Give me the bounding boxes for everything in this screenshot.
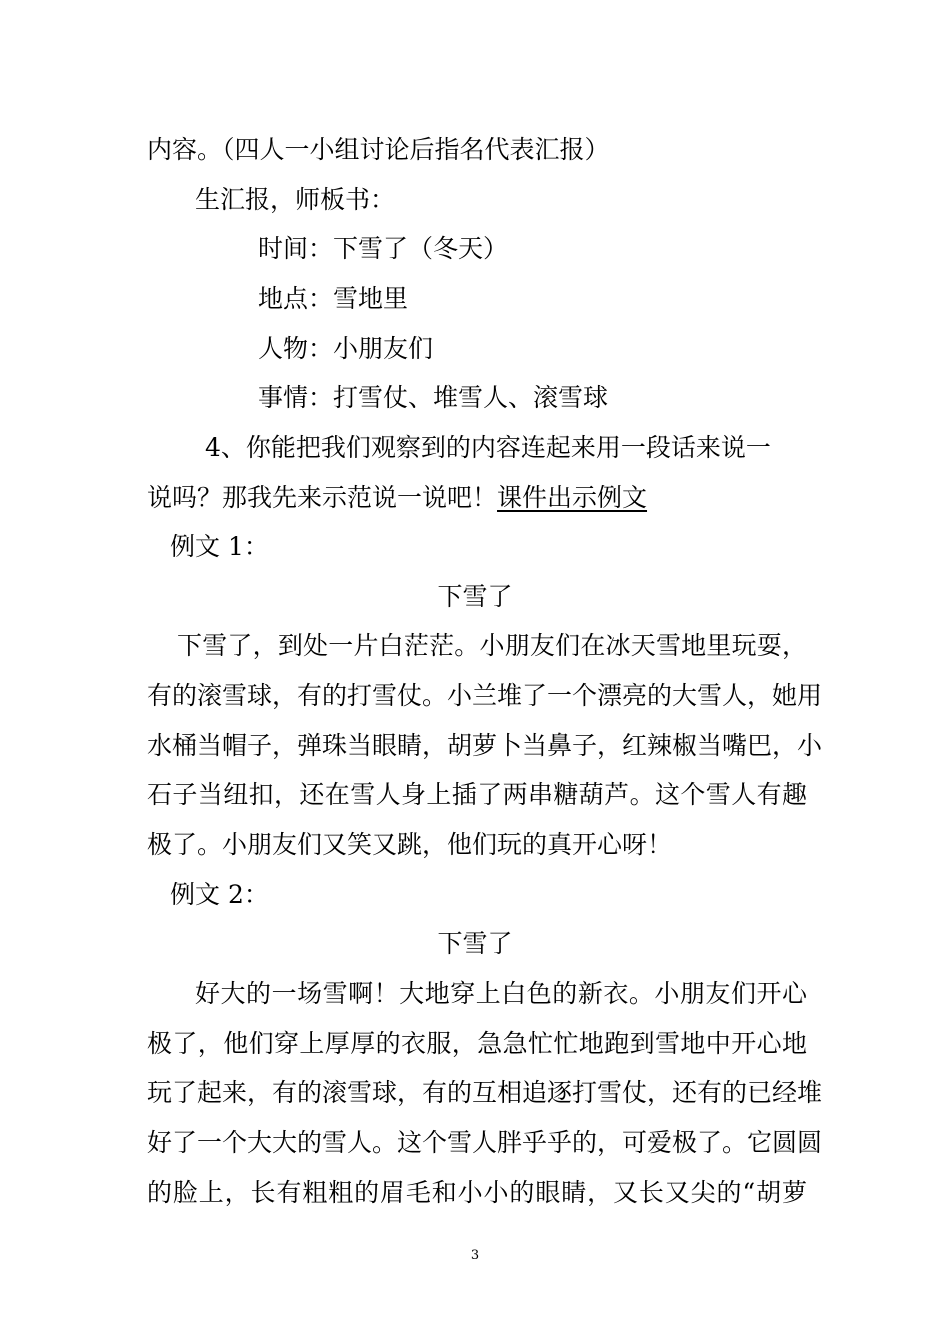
page-number: 3 xyxy=(470,1248,480,1263)
board-item-time: 时间：下雪了（冬天） xyxy=(258,234,509,263)
example-label-2: 例文 2： xyxy=(170,880,269,909)
paragraph-text: 说吗？那我先来示范说一说吧！ xyxy=(147,483,498,512)
board-item-people: 人物：小朋友们 xyxy=(258,334,434,363)
paragraph-line xyxy=(147,482,807,514)
paragraph-line: 好了一个大大的雪人。这个雪人胖乎乎的，可爱极了。它圆圆 xyxy=(147,1128,823,1157)
paragraph-line: 的脸上，长有粗粗的眉毛和小小的眼睛，又长又尖的“胡萝 xyxy=(147,1178,807,1207)
paragraph-line: 极了，他们穿上厚厚的衣服，急急忙忙地跑到雪地中开心地 xyxy=(147,1029,807,1058)
paragraph-line: 内容。（四人一小组讨论后指名代表汇报） xyxy=(147,135,610,164)
board-item-events: 事情：打雪仗、堆雪人、滚雪球 xyxy=(258,383,609,412)
board-item-place: 地点：雪地里 xyxy=(258,284,409,313)
paragraph-line: 水桶当帽子，弹珠当眼睛，胡萝卜当鼻子，红辣椒当嘴巴，小 xyxy=(147,731,823,760)
courseware-note: 课件出示例文 xyxy=(497,483,648,512)
paragraph-line: 极了。小朋友们又笑又跳，他们玩的真开心呀！ xyxy=(147,830,673,859)
paragraph-line: 下雪了，到处一片白茫茫。小朋友们在冰天雪地里玩耍， xyxy=(177,631,807,660)
paragraph-line: 好大的一场雪啊！大地穿上白色的新衣。小朋友们开心 xyxy=(195,979,807,1008)
example-title-2: 下雪了 xyxy=(437,929,513,958)
paragraph-line: 玩了起来，有的滚雪球，有的互相追逐打雪仗，还有的已经堆 xyxy=(147,1078,823,1107)
example-title-1: 下雪了 xyxy=(437,582,513,611)
example-label-1: 例文 1： xyxy=(170,532,269,561)
paragraph-line: 有的滚雪球，有的打雪仗。小兰堆了一个漂亮的大雪人，她用 xyxy=(147,681,823,710)
paragraph-line: 4、你能把我们观察到的内容连起来用一段话来说一 xyxy=(205,433,771,462)
paragraph-line: 生汇报，师板书： xyxy=(195,185,396,214)
paragraph-line: 石子当纽扣，还在雪人身上插了两串糖葫芦。这个雪人有趣 xyxy=(147,780,807,809)
